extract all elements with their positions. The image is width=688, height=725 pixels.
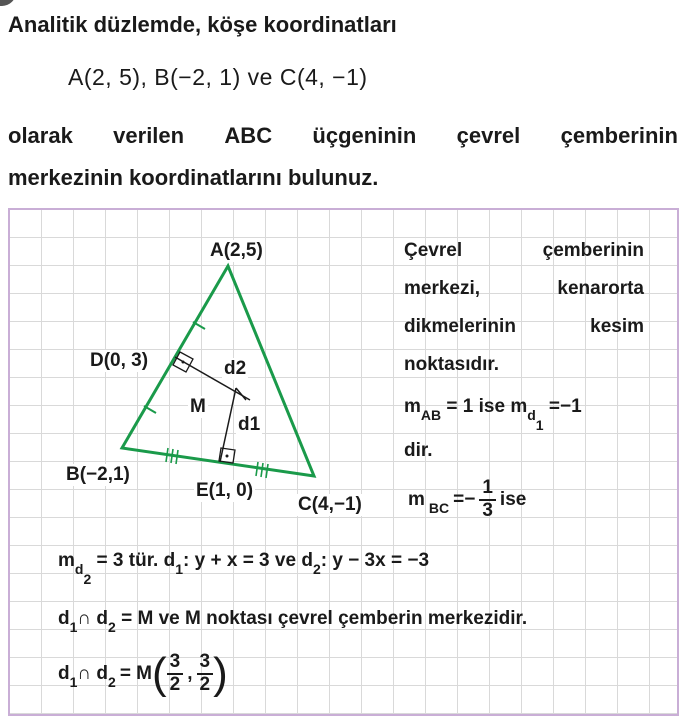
slope-ab: $m_{AB} = 1$ ise $m_{d1} =-1$ xyxy=(404,396,582,433)
bisector-d1 xyxy=(220,388,236,462)
word: çemberinin xyxy=(560,123,678,148)
label-m: M xyxy=(190,396,206,417)
question-line-4: merkezinin koordinatlarını bulunuz. xyxy=(8,165,379,190)
word: üçgeninin xyxy=(312,123,417,148)
label-b: B(−2,1) xyxy=(66,464,130,485)
fraction-y: $\frac{3}{2}$ xyxy=(197,652,214,696)
word: ABC xyxy=(224,123,273,148)
label-d1: d1 xyxy=(238,414,261,435)
word: verilen xyxy=(113,123,185,148)
fraction-x: $\frac{3}{2}$ xyxy=(167,652,184,696)
triangle-abc xyxy=(122,266,314,476)
word: çevrel xyxy=(456,123,521,148)
solution-box xyxy=(8,208,679,716)
intersection-result: d 1 ∩ d 2 = M ( $\frac{3}{2}$ , $\frac{3}{2}$ ) xyxy=(58,649,228,698)
corner-mark xyxy=(0,0,16,6)
bisector-d1-ext xyxy=(236,388,246,400)
solution-text-line-1: Çevrel çemberinin xyxy=(404,240,644,261)
intersection-line-1: $d_1\cap$ $d_2 = M$ ve M noktası çevrel çemberin merkezidir. xyxy=(58,608,528,635)
label-e: E(1, 0) xyxy=(196,480,254,501)
solution-text-line-2: merkezi, kenarorta xyxy=(404,278,644,299)
question-line-3 xyxy=(8,123,678,149)
question-coordinates: A(2, 5), B(−2, 1) ve C(4, −1) xyxy=(68,64,368,90)
fraction-one-third: $\frac{1}{3}$ xyxy=(479,478,496,522)
solution-text-line-3: dikmelerinin kesim xyxy=(404,316,644,337)
dir-text: dir. xyxy=(404,440,433,461)
slope-bc: m BC =− $\frac{1}{3}$ ise xyxy=(408,477,527,521)
word: olarak xyxy=(8,123,73,148)
slope-d2-equations: $m_{d2} = 3$ tür. $d_1$: y + x = 3 ve $d_2$: y − 3x = −3 xyxy=(58,550,430,587)
label-d2: d2 xyxy=(224,358,247,379)
question-line-1: Analitik düzlemde, köşe koordinatları xyxy=(8,12,397,37)
label-d: D(0, 3) xyxy=(90,350,149,371)
label-a: A(2,5) xyxy=(210,240,263,261)
solution-text-line-4: noktasıdır. xyxy=(404,354,500,375)
label-c: C(4,−1) xyxy=(298,494,362,515)
